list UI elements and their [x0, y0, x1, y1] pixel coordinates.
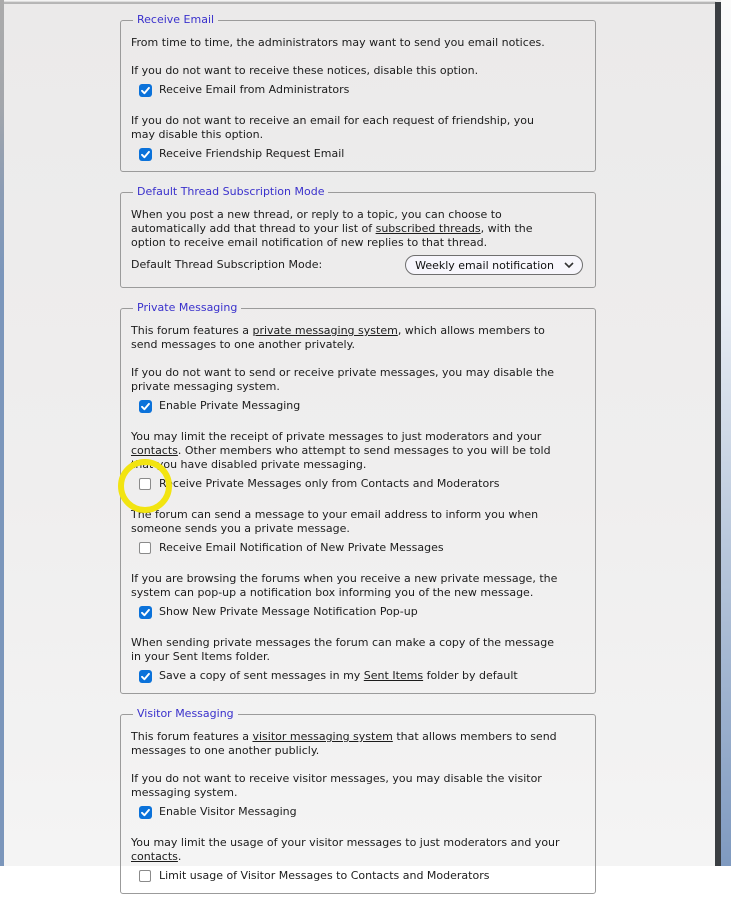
select-value: Weekly email notification [415, 258, 554, 272]
paragraph-line [131, 730, 585, 744]
text-run: From time to time, the administrators may want to send you email notices. [131, 36, 545, 49]
receive-friendship-request-email-row[interactable] [131, 147, 585, 161]
paragraph-line [131, 64, 585, 78]
limit-usage-of-visitor-messages-checkbox[interactable] [139, 870, 151, 882]
text-run: . [177, 850, 182, 863]
text-run: When you post a new thread, or reply to a topic, you can choose to [131, 208, 502, 221]
paragraph-line [131, 650, 585, 664]
paragraph-line [131, 458, 585, 472]
section-legend: Private Messaging [137, 301, 238, 314]
text-run: that you have disabled private messaging. [131, 458, 367, 471]
receive-friendship-request-email-checkbox[interactable] [139, 148, 152, 161]
paragraph-line [131, 522, 585, 536]
text-run: option to receive email notification of new replies to that thread. [131, 236, 488, 249]
show-new-private-message-notification-popup-checkbox[interactable] [139, 606, 152, 619]
section-legend: Receive Email [137, 13, 215, 26]
paragraph-line [131, 128, 585, 142]
section-receive-email [120, 14, 596, 172]
paragraph [131, 508, 585, 536]
receive-email-notification-of-new-private-messages-row[interactable] [131, 541, 585, 555]
checkmark-icon [140, 607, 151, 618]
text-run: someone sends you a private message. [131, 522, 350, 535]
settings-panel [4, 3, 715, 882]
show-new-private-message-notification-popup-label: Show New Private Message Notification Pop-up [159, 605, 418, 618]
inline-link[interactable]: subscribed threads [375, 222, 481, 235]
enable-private-messaging-checkbox[interactable] [139, 400, 152, 413]
chevron-down-icon [564, 262, 574, 268]
receive-email-notification-of-new-private-messages-checkbox[interactable] [139, 542, 151, 554]
section-private-messaging [120, 302, 596, 694]
limit-usage-of-visitor-messages-row[interactable] [131, 869, 585, 883]
paragraph-line [131, 636, 585, 650]
limit-usage-of-visitor-messages-label: Limit usage of Visitor Messages to Contacts and Moderators [159, 869, 490, 882]
text-run: If you do not want to send or receive private messages, you may disable the [131, 366, 555, 379]
text-run: . Other members who attempt to send messages to you will be told [177, 444, 551, 457]
default-thread-subscription-mode-row [131, 255, 585, 275]
text-run: may disable this option. [131, 128, 264, 141]
text-run: messages to one another publicly. [131, 744, 320, 757]
text-run: , with the [480, 222, 533, 235]
text-run: This forum features a [131, 324, 253, 337]
paragraph-line [131, 444, 585, 458]
default-thread-subscription-mode-label: Default Thread Subscription Mode: [131, 258, 323, 271]
enable-visitor-messaging-checkbox[interactable] [139, 806, 152, 819]
paragraph [131, 772, 585, 800]
text-run: The forum can send a message to your email address to inform you when [131, 508, 539, 521]
paragraph [131, 324, 585, 352]
section-legend: Default Thread Subscription Mode [137, 185, 325, 198]
window-edge-right-outer [721, 0, 731, 866]
text-run: automatically add that thread to your list of [131, 222, 376, 235]
paragraph-line [131, 366, 585, 380]
enable-private-messaging-label: Enable Private Messaging [159, 399, 301, 412]
paragraph [131, 572, 585, 600]
text-run: This forum features a [131, 730, 253, 743]
window-edge-left [0, 0, 4, 866]
paragraph-line [131, 222, 585, 236]
paragraph-line [131, 114, 585, 128]
text-run: If you do not want to receive an email for each request of friendship, you [131, 114, 535, 127]
paragraph [131, 636, 585, 664]
save-copy-of-sent-messages-checkbox[interactable] [139, 670, 152, 683]
paragraph-line [131, 572, 585, 586]
inline-link[interactable]: private messaging system [252, 324, 398, 337]
paragraph-line [131, 430, 585, 444]
receive-pm-only-from-contacts-and-moderators-checkbox[interactable] [139, 478, 151, 490]
text-run: messaging system. [131, 786, 238, 799]
inline-link[interactable]: visitor messaging system [252, 730, 393, 743]
text-run: in your Sent Items folder. [131, 650, 270, 663]
paragraph [131, 36, 585, 50]
paragraph-line [131, 324, 585, 338]
text-run: When sending private messages the forum can make a copy of the message [131, 636, 554, 649]
text-run: folder by default [423, 669, 518, 682]
default-thread-subscription-mode-select[interactable] [405, 255, 583, 275]
section-legend: Visitor Messaging [137, 707, 234, 720]
receive-pm-only-from-contacts-and-moderators-label: Receive Private Messages only from Contacts and Moderators [159, 477, 500, 490]
checkmark-icon [140, 671, 151, 682]
paragraph [131, 64, 585, 78]
paragraph-line [131, 36, 585, 50]
paragraph [131, 430, 585, 472]
text-run: If you do not want to receive these notices, disable this option. [131, 64, 479, 77]
paragraph-line [131, 236, 585, 250]
show-new-private-message-notification-popup-row[interactable] [131, 605, 585, 619]
paragraph [131, 730, 585, 758]
paragraph [131, 208, 585, 250]
paragraph [131, 114, 585, 142]
settings-form [120, 14, 596, 908]
text-run: that allows members to send [392, 730, 557, 743]
paragraph-line [131, 744, 585, 758]
save-copy-of-sent-messages-label [159, 669, 518, 683]
receive-friendship-request-email-label: Receive Friendship Request Email [159, 147, 345, 160]
text-run: system can pop-up a notification box informing you of the new message. [131, 586, 534, 599]
paragraph [131, 366, 585, 394]
inline-link[interactable]: contacts [131, 444, 178, 457]
paragraph-line [131, 338, 585, 352]
section-visitor-messaging [120, 708, 596, 894]
text-run: , which allows members to [397, 324, 545, 337]
text-run: If you do not want to receive visitor messages, you may disable the visitor [131, 772, 542, 785]
text-run: send messages to one another privately. [131, 338, 356, 351]
save-copy-of-sent-messages-row[interactable] [131, 669, 585, 683]
enable-visitor-messaging-row[interactable] [131, 805, 585, 819]
checkmark-icon [140, 807, 151, 818]
window-edge-top [4, 0, 716, 3]
receive-email-notification-of-new-private-messages-label: Receive Email Notification of New Private Messages [159, 541, 444, 554]
paragraph-line [131, 208, 585, 222]
text-run: Save a copy of sent messages in my [159, 669, 364, 682]
paragraph-line [131, 380, 585, 394]
checkmark-icon [140, 85, 151, 96]
text-run: If you are browsing the forums when you receive a new private message, the [131, 572, 558, 585]
text-run: You may limit the usage of your visitor messages to just moderators and your [131, 836, 560, 849]
paragraph-line [131, 586, 585, 600]
section-default-thread-subscription-mode [120, 186, 596, 288]
receive-pm-only-from-contacts-and-moderators-row[interactable] [131, 477, 585, 491]
paragraph-line [131, 508, 585, 522]
checkmark-icon [140, 149, 151, 160]
paragraph [131, 836, 585, 864]
receive-email-from-administrators-label: Receive Email from Administrators [159, 83, 350, 96]
paragraph-line [131, 772, 585, 786]
paragraph-line [131, 836, 585, 850]
inline-link[interactable]: Sent Items [363, 669, 424, 682]
paragraph-line [131, 786, 585, 800]
text-run: You may limit the receipt of private messages to just moderators and your [131, 430, 542, 443]
paragraph-line [131, 850, 585, 864]
receive-email-from-administrators-row[interactable] [131, 83, 585, 97]
enable-visitor-messaging-label: Enable Visitor Messaging [159, 805, 297, 818]
checkmark-icon [140, 401, 151, 412]
enable-private-messaging-row[interactable] [131, 399, 585, 413]
receive-email-from-administrators-checkbox[interactable] [139, 84, 152, 97]
inline-link[interactable]: contacts [131, 850, 178, 863]
text-run: private messaging system. [131, 380, 280, 393]
